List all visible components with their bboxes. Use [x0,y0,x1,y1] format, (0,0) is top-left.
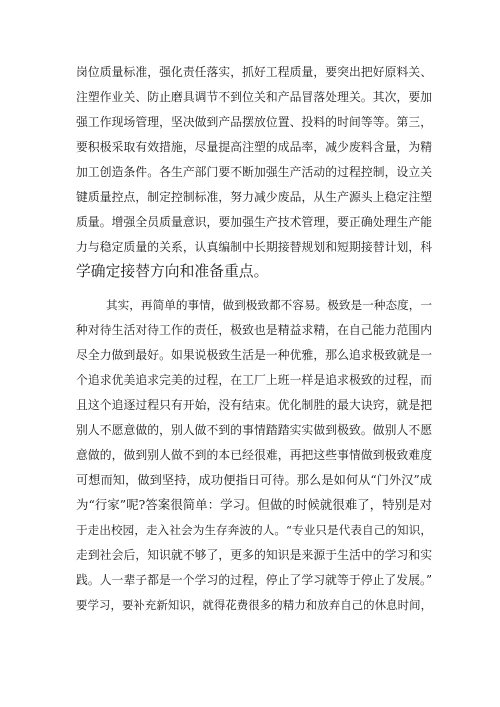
text-line: 其实，再简单的事情，做到极致都不容易。极致是一种态度，一 [106,298,432,312]
text-line: 个追求优美追求完美的过程，在工厂上班一样是追求极致的过程，而 [76,373,432,387]
text-line: 别人不愿意做的，别人做不到的事情踏踏实实做到极致。做别人不愿 [76,423,432,437]
text-line: 为“行家”呢?答案很简单：学习。但做的时候就很难了，特别是对 [76,497,432,512]
text-line: 强工作现场管理，坚决做到产品摆放位置、投料的时间等等。第三， [76,115,432,129]
text-line: 键质量控点，制定控制标准，努力减少废品，从生产源头上稳定注塑 [76,190,432,204]
text-line: 践。人一辈子都是一个学习的过程，停止了学习就等于停止了发展。” [76,573,432,587]
text-line: 注塑作业关、防止磨具调节不到位关和产品冒落处理关。其次，要加 [76,90,432,104]
text-line: 尽全力做到最好。如果说极致生活是一种优雅，那么追求极致就是一 [76,348,432,362]
text-line: 质量。增强全员质量意识，要加强生产技术管理，要正确处理生产能 [76,215,432,229]
text-line: 加工创造条件。各生产部门要不断加强生产活动的过程控制，设立关 [76,165,432,179]
text-line: 学确定接替方向和准备重点。 [76,263,269,280]
text-line: 可想而知，做到坚持，成功便指日可待。那么是如何从“门外汉”成 [76,473,432,487]
text-line: 岗位质量标准，强化责任落实，抓好工程质量，要突出把好原料关、 [76,65,432,79]
text-line: 力与稳定质量的关系，认真编制中长期接替规划和短期接替计划，科 [76,240,432,254]
text-line: 种对待生活对待工作的责任，极致也是精益求精，在自己能力范围内 [76,323,432,337]
text-line: 要积极采取有效措施，尽量提高注塑的成品率，减少废料含量，为精 [76,140,432,154]
text-line: 要学习，要补充新知识，就得花费很多的精力和放弃自己的休息时间， [76,598,432,612]
text-line: 且这个追逐过程只有开始，没有结束。优化制胜的最大诀窍，就是把 [76,398,432,412]
text-line: 于走出校园，走入社会为生存奔波的人。“专业只是代表自己的知识， [76,523,432,537]
text-line: 意做的，做到别人做不到的本已经很难，再把这些事情做到极致难度 [76,448,432,462]
text-line: 走到社会后，知识就不够了，更多的知识是来源于生活中的学习和实 [76,548,432,562]
